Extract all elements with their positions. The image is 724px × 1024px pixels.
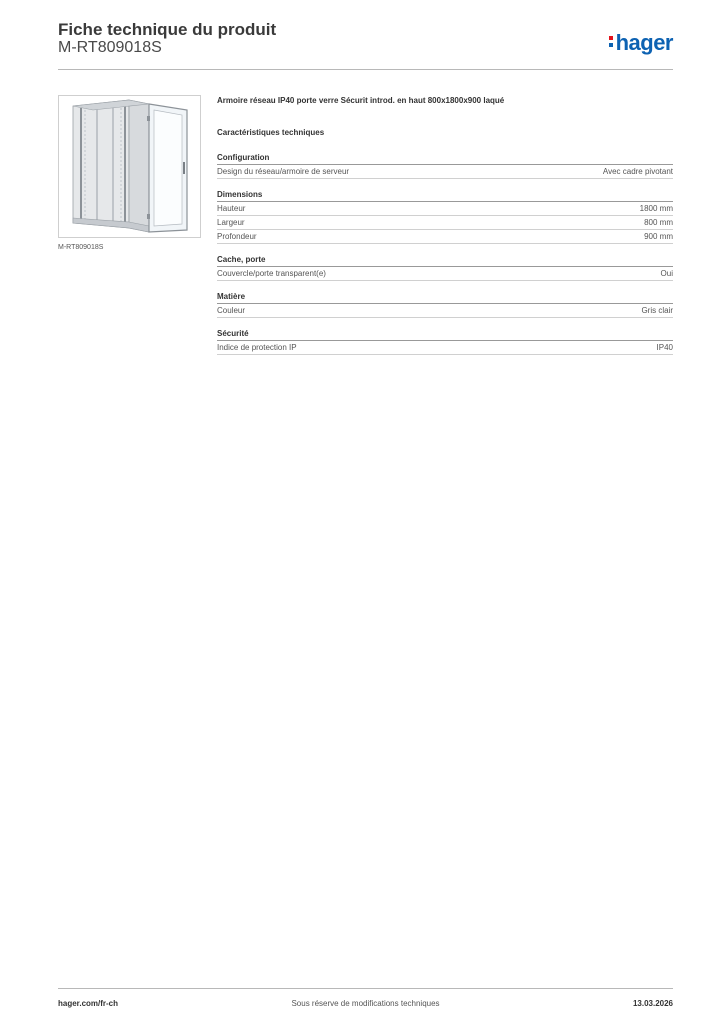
spec-label: Largeur	[217, 218, 245, 227]
logo-blue-dot	[609, 43, 613, 47]
spec-value: Gris clair	[641, 306, 673, 315]
product-title: Armoire réseau IP40 porte verre Sécurit introd. en haut 800x1800x900 laqué	[217, 96, 505, 105]
spec-label: Couleur	[217, 306, 246, 315]
logo-text: hager	[615, 30, 673, 55]
spec-group-configuration	[217, 152, 673, 179]
product-details	[217, 96, 673, 355]
spec-label: Indice de protection IP	[217, 343, 297, 352]
spec-row	[217, 230, 673, 244]
group-title: Matière	[217, 291, 673, 304]
footer-date: 13.03.2026	[632, 999, 673, 1008]
group-title: Cache, porte	[217, 254, 673, 267]
footer-website-link[interactable]: hager.com/fr-ch	[58, 999, 119, 1008]
page-footer	[58, 988, 673, 1017]
group-title: Dimensions	[217, 189, 673, 202]
spec-value: 1800 mm	[639, 204, 673, 213]
hager-logo	[609, 30, 673, 56]
footer-note: Sous réserve de modifications techniques	[291, 999, 440, 1008]
page-title: Fiche technique du produit	[58, 20, 277, 39]
spec-row	[217, 202, 673, 216]
spec-row	[217, 341, 673, 355]
spec-value: 900 mm	[644, 232, 673, 241]
spec-group-dimensions	[217, 189, 673, 244]
group-title: Sécurité	[217, 328, 673, 341]
spec-group-material	[217, 291, 673, 318]
network-cabinet-icon	[59, 96, 200, 237]
spec-label: Profondeur	[217, 232, 257, 241]
group-title: Configuration	[217, 152, 673, 165]
spec-value: Avec cadre pivotant	[602, 167, 673, 176]
spec-group-safety	[217, 328, 673, 355]
spec-group-cover-door	[217, 254, 673, 281]
spec-row	[217, 165, 673, 179]
spec-row	[217, 267, 673, 281]
spec-label: Design du réseau/armoire de serveur	[217, 167, 350, 176]
product-reference: M-RT809018S	[58, 39, 162, 56]
spec-value: 800 mm	[644, 218, 673, 227]
spec-row	[217, 304, 673, 318]
spec-label: Couvercle/porte transparent(e)	[217, 269, 326, 278]
specs-heading: Caractéristiques techniques	[217, 128, 325, 137]
product-image	[58, 95, 201, 238]
spec-row	[217, 216, 673, 230]
image-caption: M-RT809018S	[58, 244, 104, 251]
logo-red-dot	[609, 36, 613, 40]
page-header	[58, 20, 673, 70]
spec-value: IP40	[656, 343, 673, 352]
spec-value: Oui	[660, 269, 673, 278]
spec-label: Hauteur	[217, 204, 246, 213]
